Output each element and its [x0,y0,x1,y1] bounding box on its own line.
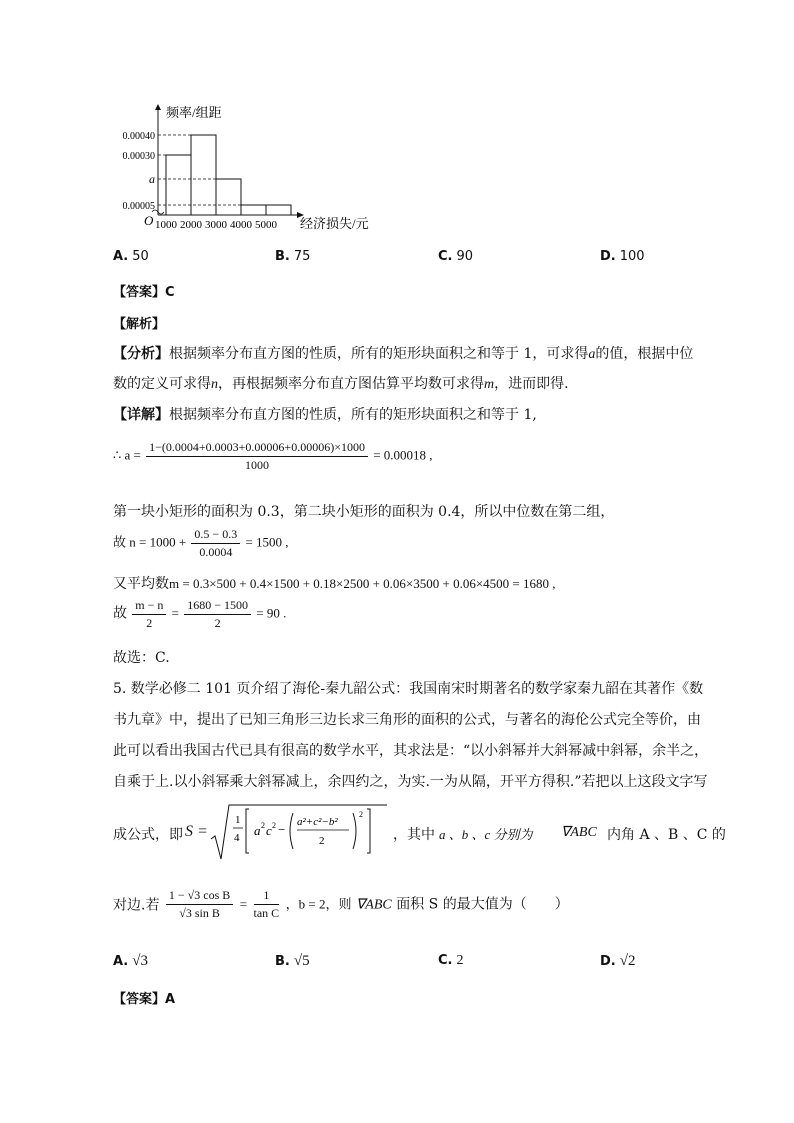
q4-answer: 【答案】C [113,285,175,300]
y-axis-arrow [155,104,161,110]
q4-equation-n: 故 n = 1000 + $\frac{0.5 - 0.3}{0.0004}$ = 1500 , [113,527,289,559]
histogram-bar [191,135,216,215]
y-tick-label: a [149,172,155,186]
q4-jiexi-heading: 【解析】 [113,317,166,332]
svg-text:a²+c²−b²: a²+c²−b² [297,816,338,828]
svg-text:4: 4 [234,832,240,844]
svg-text:c: c [266,823,272,838]
q5-option-a: A. √3 [113,953,148,969]
y-tick-label: 0.00005 [122,201,155,212]
q5-text-line2: 书九章》中，提出了已知三角形三边长求三角形的面积的公式，与著名的海伦公式完全等价，由 [113,712,701,728]
histogram-bar [266,205,291,215]
q4-equation-a: ∴ a = $\frac{1-(0.0004+0.0003+0.00006+0.00006)\times 1000}{1000}$ = 0.00018 , [113,440,433,472]
q5-option-d: D. √2 [600,953,636,969]
q4-equation-result: 故 $\frac{m - n}{2}$ = $\frac{1680 - 1500}{2}$ = 90 . [113,598,287,630]
x-axis-label: 经济损失/元 [300,216,369,231]
svg-text:a: a [254,823,261,838]
histogram-bar [241,205,266,215]
svg-text:2: 2 [359,810,363,819]
x-tick-label: 2000 [180,219,202,231]
x-tick-label: 4000 [230,219,252,231]
y-tick-label: 0.00040 [122,131,155,142]
origin-label: O [144,213,154,228]
q4-choose: 故选：C. [113,650,170,666]
q4-option-d: D. 100 [600,249,645,264]
q4-median-line: 第一块小矩形的面积为 0.3，第二块小矩形的面积为 0.4，所以中位数在第二组， [113,504,615,520]
q5-text-line1: 5. 数学必修二 101 页介绍了海伦-秦九韶公式：我国南宋时期著名的数学家秦九韶在其著作《数 [113,681,704,697]
histogram-bar [216,179,241,215]
y-axis-label: 频率/组距 [166,105,222,120]
svg-text:2: 2 [272,821,276,830]
q5-text-line4: 自乘于上.以小斜幂乘大斜幂减上，余四约之，为实.一为从隔，开平方得积.”若把以上这段文字写 [113,774,708,790]
svg-text:2: 2 [319,835,325,847]
q4-analysis-line2: 数的定义可求得n，再根据频率分布直方图估算平均数可求得m，进而即得. [113,376,569,392]
histogram-bar [166,155,191,215]
q4-option-c: C. 90 [438,249,474,264]
histogram-chart [108,100,448,240]
q5-condition-line: 对边.若 $\frac{\text{1 − √3 cos B}}{\text{√3 sin B}}$ = $\frac{1}{\text{tan C}}$ ，b = 2，则 ∇ABC 面积 S 的最大值为（ ） [113,888,569,920]
heron-formula [209,803,389,861]
q4-option-a: A. 50 [113,249,149,264]
q4-detail-line1: 【详解】根据频率分布直方图的性质，所有的矩形块面积之和等于 1, [113,407,537,423]
x-tick-label: 1000 [155,219,177,231]
svg-text:2: 2 [261,821,265,830]
svg-text:−: − [278,822,286,837]
q4-option-b: B. 75 [275,249,311,264]
q5-answer: 【答案】A [113,992,176,1007]
q5-option-b: B. √5 [275,953,310,969]
q5-option-c: C. 2 [438,953,464,968]
x-tick-label: 5000 [255,219,277,231]
q4-analysis-line1: 【分析】根据频率分布直方图的性质，所有的矩形块面积之和等于 1，可求得a的值，根据中位 [113,346,694,362]
q4-equation-m: 又平均数m = 0.3×500 + 0.4×1500 + 0.18×2500 + 0.06×3500 + 0.06×4500 = 1680 , [113,576,556,592]
q5-text-line3: 此可以看出我国古代已具有很高的数学水平，其求法是：“以小斜幂并大斜幂减中斜幂，余半之， [113,743,709,759]
svg-text:1: 1 [235,814,241,826]
y-tick-label: 0.00030 [122,151,155,162]
x-tick-label: 3000 [205,219,227,231]
